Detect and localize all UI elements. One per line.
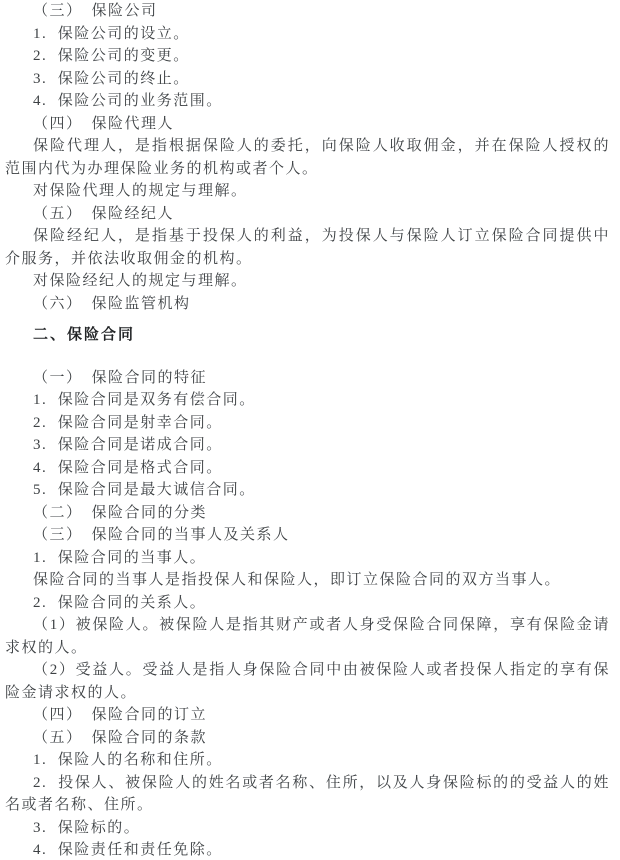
outline-line: 1. 保险人的名称和住所。: [33, 752, 223, 768]
outline-line: 4. 保险公司的业务范围。: [33, 93, 223, 109]
outline-line: 3. 保险公司的终止。: [33, 70, 190, 87]
outline-line: 1. 保险公司的设立。: [33, 25, 190, 42]
outline-line: 1. 保险合同是双务有偿合同。: [33, 392, 256, 408]
outline-line: 4. 保险合同是格式合同。: [33, 459, 223, 476]
section-heading: 二、保险合同: [33, 326, 136, 343]
outline-line: 对保险经纪人的规定与理解。: [33, 273, 248, 289]
outline-line: 对保险代理人的规定与理解。: [33, 183, 248, 199]
outline-line: （三） 保险公司: [33, 3, 158, 19]
outline-line: （五） 保险经纪人: [33, 205, 175, 222]
outline-line: 1. 保险合同的当事人。: [33, 549, 207, 566]
outline-line: 保险合同的当事人是指投保人和保险人，即订立保险合同的双方当事人。: [33, 572, 562, 588]
outline-line: 保险经纪人，是指基于投保人的利益，为投保人与保险人订立保险合同提供中介服务，并依法收取佣金的机构。: [5, 228, 610, 267]
outline-line: 3. 保险合同是诺成合同。: [33, 437, 223, 453]
outline-line: 2. 保险公司的变更。: [33, 48, 190, 64]
outline-line: （二） 保险合同的分类: [33, 504, 208, 521]
outline-line: （1）被保险人。被保险人是指其财产或者人身受保险合同保障，享有保险金请求权的人。: [5, 617, 610, 656]
outline-line: 2. 投保人、被保险人的姓名或者名称、住所，以及人身保险标的的受益人的姓名或者名称、住所。: [5, 774, 610, 813]
outline-line: 2. 保险合同是射幸合同。: [33, 414, 223, 431]
outline-line: （2）受益人。受益人是指人身保险合同中由被保险人或者投保人指定的享有保险金请求权的人。: [5, 662, 610, 701]
outline-line: 保险代理人，是指根据保险人的委托，向保险人收取佣金，并在保险人授权的范围内代为办理保险业务的机构或者个人。: [5, 138, 610, 177]
outline-line: 5. 保险合同是最大诚信合同。: [33, 482, 256, 498]
outline-line: （六） 保险监管机构: [33, 295, 191, 312]
outline-line: （四） 保险合同的订立: [33, 707, 208, 723]
outline-line: 2. 保险合同的关系人。: [33, 594, 207, 611]
outline-line: （一） 保险合同的特征: [33, 369, 208, 386]
outline-line: 4. 保险责任和责任免除。: [33, 842, 223, 858]
outline-line: （四） 保险代理人: [33, 115, 175, 132]
outline-line: 3. 保险标的。: [33, 819, 141, 836]
outline-line: （五） 保险合同的条款: [33, 729, 208, 746]
outline-line: （三） 保险合同的当事人及关系人: [33, 527, 290, 543]
